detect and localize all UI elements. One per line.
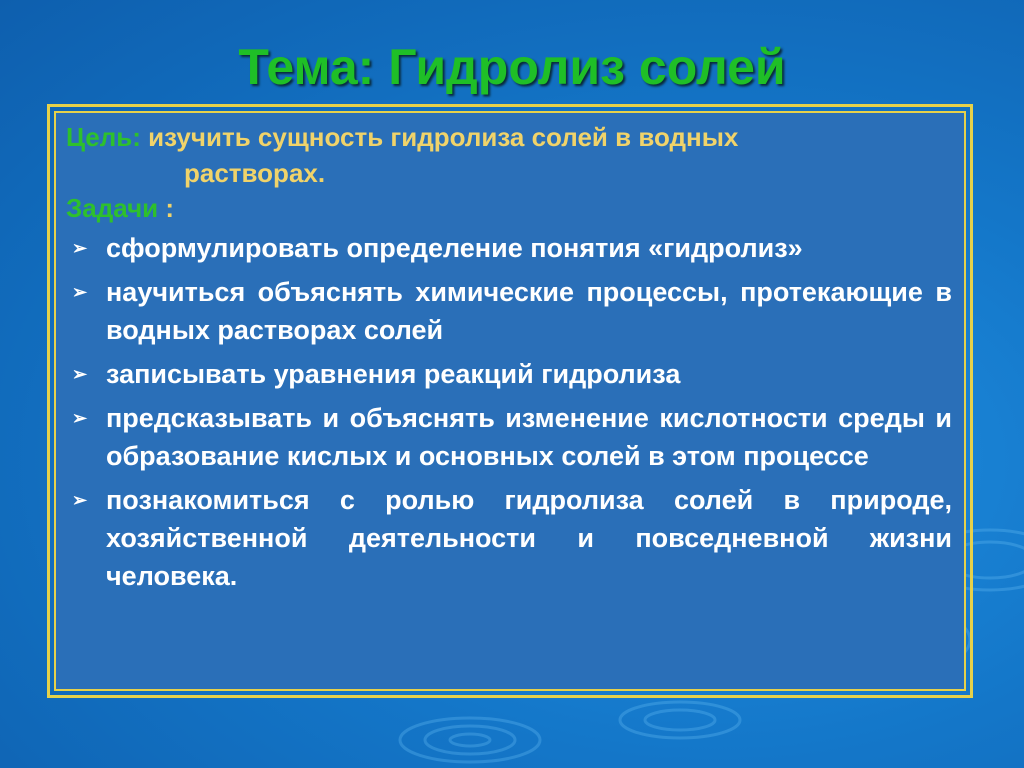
goal-text-continued: растворах. (184, 158, 326, 188)
list-item (66, 229, 954, 267)
task-text: записывать уравнения реакций гидролиза (106, 359, 681, 389)
list-item (66, 481, 954, 595)
arrow-bullet-icon: ➢ (72, 490, 88, 510)
arrow-bullet-icon: ➢ (72, 364, 88, 384)
task-text: сформулировать определение понятия «гидролиз» (106, 233, 803, 263)
list-item (66, 355, 954, 393)
arrow-bullet-icon: ➢ (72, 238, 88, 258)
task-text: научиться объяснять химические процессы, протекающие в водных растворах солей (106, 277, 952, 345)
tasks-heading (66, 191, 954, 225)
arrow-bullet-icon: ➢ (72, 408, 88, 428)
tasks-list (66, 229, 954, 595)
task-text: познакомиться с ролью гидролиза солей в природе, хозяйственной деятельности и повседневной жизни человека. (106, 485, 952, 591)
goal-line (66, 119, 954, 155)
content-frame (47, 104, 973, 698)
list-item (66, 273, 954, 349)
goal-text: изучить сущность гидролиза солей в водных (140, 122, 739, 152)
content-panel (54, 111, 966, 691)
task-text: предсказывать и объяснять изменение кислотности среды и образование кислых и основных солей в этом процессе (106, 403, 952, 471)
list-item (66, 399, 954, 475)
tasks-label: Задачи (66, 193, 159, 223)
slide-title: Тема: Гидролиз солей (238, 39, 786, 95)
tasks-colon: : (158, 193, 175, 223)
goal-label: Цель: (66, 122, 141, 152)
arrow-bullet-icon: ➢ (72, 282, 88, 302)
